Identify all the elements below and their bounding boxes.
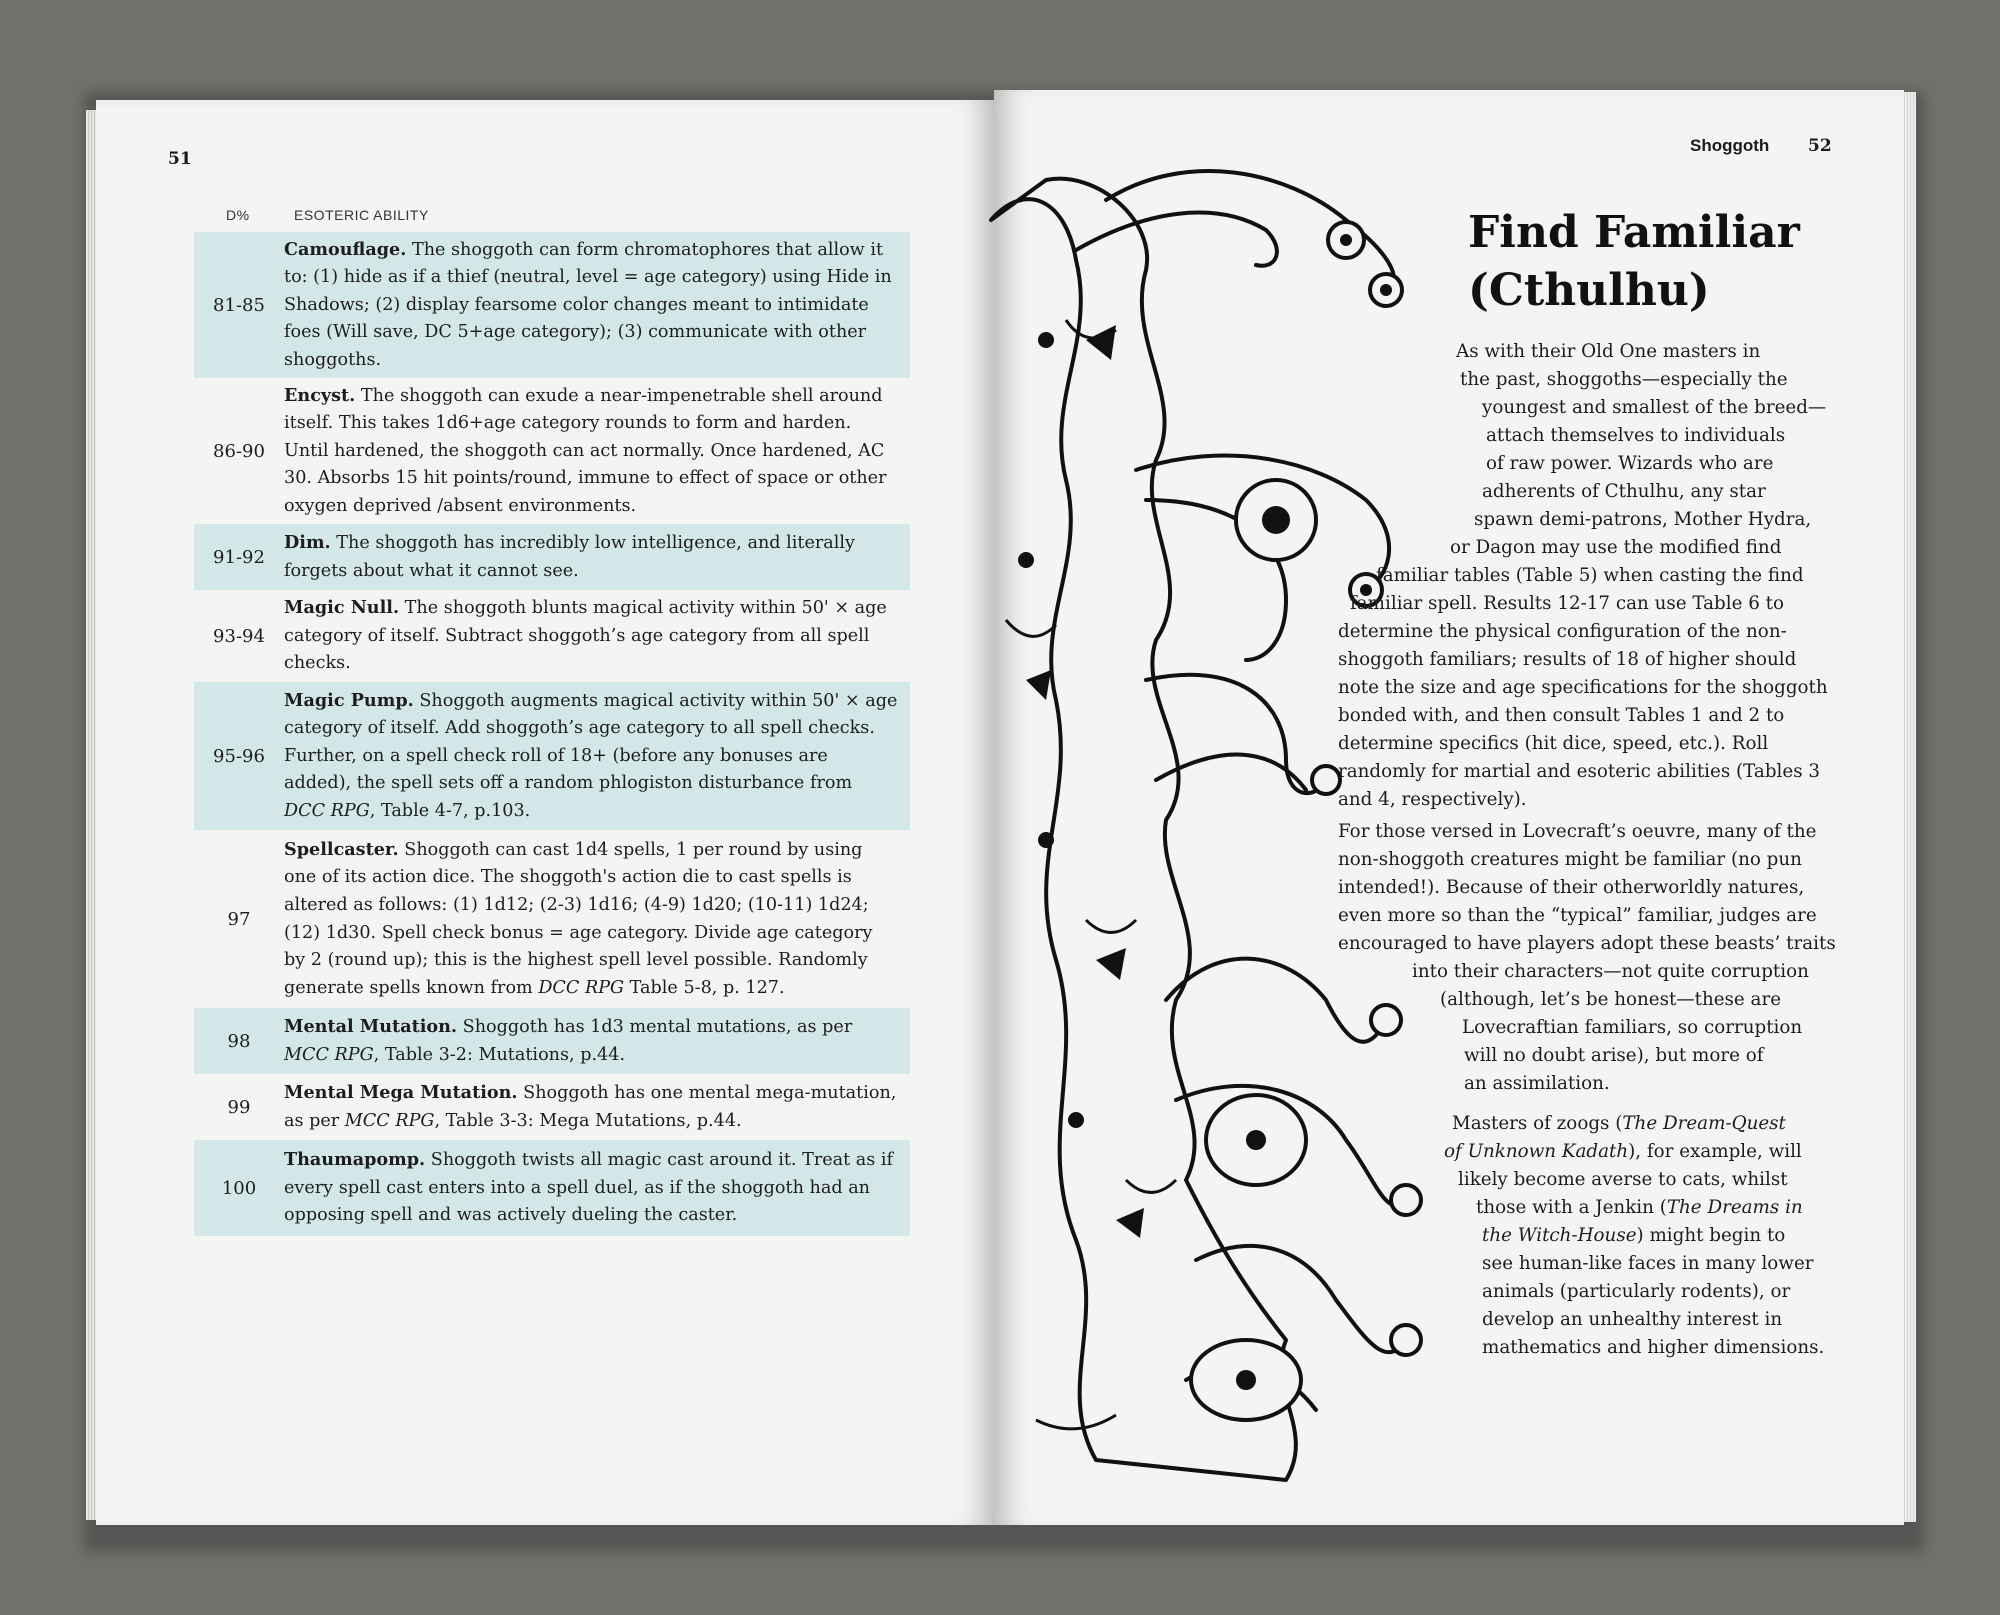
table-row — [194, 524, 910, 590]
text-line: animals (particularly rodents), or — [1482, 1281, 1791, 1302]
book-reference: MCC RPG — [284, 1044, 374, 1065]
text-line: of raw power. Wizards who are — [1486, 453, 1774, 474]
ability-name: Magic Pump. — [284, 689, 414, 711]
text-line: likely become averse to cats, whilst — [1458, 1169, 1788, 1190]
text-line: into their characters—not quite corruption — [1412, 961, 1809, 982]
table-row — [194, 590, 910, 682]
text-line: encouraged to have players adopt these beasts’ traits — [1338, 933, 1836, 954]
table-row — [194, 232, 910, 378]
table-header-roll: D% — [226, 207, 250, 223]
right-page-number: 52 — [1808, 136, 1832, 156]
book-reference: MCC RPG — [344, 1110, 435, 1131]
ability-text: , Table 3-2: Mutations, p.44. — [373, 1044, 626, 1065]
text-line: develop an unhealthy interest in — [1482, 1309, 1783, 1330]
ability-name: Magic Null. — [284, 597, 400, 619]
ability-name: Dim. — [284, 531, 331, 553]
text-line: determine the physical configuration of the non- — [1338, 621, 1787, 642]
ability-name: Spellcaster. — [284, 838, 399, 860]
roll-range: 93-94 — [213, 625, 265, 647]
text-line — [1444, 1138, 1824, 1166]
table-row — [194, 682, 910, 830]
book-title: of Unknown Kadath — [1444, 1141, 1629, 1162]
text-line — [1482, 1222, 1824, 1250]
esoteric-ability-table — [194, 232, 910, 1236]
heading-line: Find Familiar — [1468, 207, 1800, 258]
ability-text: The shoggoth can exude a near-impenetrable shell around itself. This takes 1d6+age category rounds to form and harden. Until hardened, the shoggoth can act normally. Once hardened, AC 30. Absorbs 15 hit points/round, immune to effect of space or other oxygen deprived /absent environments. — [284, 385, 887, 516]
text-run: ) might begin to — [1636, 1225, 1786, 1246]
text-line — [1452, 1110, 1824, 1138]
ability-text: Shoggoth has one mental mega-mutation, as per — [284, 1082, 897, 1131]
table-row — [194, 1140, 910, 1236]
roll-range: 91-92 — [213, 546, 265, 568]
text-line: spawn demi-patrons, Mother Hydra, — [1474, 509, 1812, 530]
text-line: see human-like faces in many lower — [1482, 1253, 1814, 1274]
book-title: The Dream-Quest — [1622, 1113, 1786, 1134]
ability-description — [284, 1074, 910, 1140]
book-title: The Dreams in — [1666, 1197, 1803, 1218]
table-row — [194, 378, 910, 524]
book-reference: DCC RPG — [538, 977, 625, 998]
roll-range: 95-96 — [213, 745, 265, 767]
table-header-ability: ESOTERIC ABILITY — [294, 207, 429, 223]
text-line: determine specifics (hit dice, speed, etc.). Roll — [1338, 733, 1769, 754]
ability-text: The shoggoth has incredibly low intelligence, and literally forgets about what it cannot see. — [284, 532, 855, 581]
roll-range: 98 — [227, 1030, 251, 1052]
table-row — [194, 1074, 910, 1140]
ability-description — [284, 524, 910, 590]
roll-range: 97 — [227, 908, 251, 930]
text-line: shoggoth familiars; results of 18 of higher should — [1338, 649, 1797, 670]
book-reference: DCC RPG — [284, 800, 370, 821]
text-run: Masters of zoogs ( — [1452, 1113, 1623, 1134]
ability-text: Shoggoth augments magical activity within 50' × age category of itself. Add shoggoth’s age category to all spell checks. Further, on a spell check roll of 18+ (before any bonuses are added), the spell sets off a random phlogiston disturbance from — [284, 690, 898, 794]
text-line: (although, let’s be honest—these are — [1440, 989, 1782, 1010]
ability-description — [284, 1008, 910, 1074]
paragraph-2 — [1338, 818, 1836, 1098]
running-title: Shoggoth — [1690, 136, 1770, 155]
text-line: intended!). Because of their otherworldly natures, — [1338, 877, 1805, 898]
ability-text: , Table 4-7, p.103. — [369, 800, 531, 821]
text-run: those with a Jenkin ( — [1476, 1197, 1667, 1218]
text-line: familiar tables (Table 5) when casting the find — [1376, 565, 1804, 586]
text-line: randomly for martial and esoteric abilities (Tables 3 — [1338, 761, 1821, 782]
book-title: the Witch-House — [1482, 1225, 1637, 1246]
ability-text: , Table 3-3: Mega Mutations, p.44. — [434, 1110, 742, 1131]
text-line: and 4, respectively). — [1338, 789, 1527, 810]
text-line: mathematics and higher dimensions. — [1482, 1337, 1825, 1358]
ability-description — [284, 231, 910, 380]
ability-name: Thaumapomp. — [284, 1149, 426, 1171]
ability-text: Table 5-8, p. 127. — [624, 977, 785, 998]
ability-description — [284, 1141, 910, 1235]
roll-range: 86-90 — [213, 440, 265, 462]
text-line: Lovecraftian familiars, so corruption — [1462, 1017, 1803, 1038]
text-line: attach themselves to individuals — [1486, 425, 1786, 446]
ability-description — [284, 377, 910, 526]
text-line: adherents of Cthulhu, any star — [1482, 481, 1766, 502]
section-heading — [1468, 204, 1800, 320]
text-line — [1476, 1194, 1824, 1222]
text-line: bonded with, and then consult Tables 1 and 2 to — [1338, 705, 1785, 726]
ability-name: Mental Mutation. — [284, 1015, 458, 1037]
roll-range: 81-85 — [213, 294, 265, 316]
text-line: As with their Old One masters in — [1456, 341, 1761, 362]
text-line: the past, shoggoths—especially the — [1460, 369, 1788, 390]
paragraph-3 — [1338, 1110, 1824, 1362]
text-line: non-shoggoth creatures might be familiar (no pun — [1338, 849, 1802, 870]
ability-text: The shoggoth can form chromatophores that allow it to: (1) hide as if a thief (neutral, level = age category) using Hide in Shadows; (2) display fearsome color changes meant to intimidate foes (Will save, DC 5+age category); (3) communicate with other shoggoths. — [284, 239, 892, 370]
text-line: For those versed in Lovecraft’s oeuvre, many of the — [1338, 821, 1817, 842]
paragraph-1 — [1338, 338, 1828, 814]
text-line: an assimilation. — [1464, 1073, 1610, 1094]
heading-line: (Cthulhu) — [1468, 265, 1710, 316]
ability-text: Shoggoth has 1d3 mental mutations, as per — [462, 1016, 853, 1037]
text-line: familiar spell. Results 12-17 can use Table 6 to — [1350, 593, 1785, 614]
text-line: will no doubt arise), but more of — [1464, 1045, 1764, 1066]
ability-text: The shoggoth blunts magical activity within 50' × age category of itself. Subtract shoggoth’s age category from all spell checks. — [284, 598, 887, 674]
ability-text: Shoggoth twists all magic cast around it. Treat as if every spell cast enters into a spell duel, as if the shoggoth had an opposing spell and was actively dueling the caster. — [284, 1150, 894, 1226]
text-run: ), for example, will — [1628, 1141, 1802, 1162]
left-page-number: 51 — [168, 149, 192, 169]
ability-description — [284, 682, 910, 831]
text-line: or Dagon may use the modified find — [1450, 537, 1782, 558]
roll-range: 100 — [221, 1177, 257, 1199]
ability-name: Encyst. — [284, 384, 356, 406]
ability-text: Shoggoth can cast 1d4 spells, 1 per round by using one of its action dice. The shoggoth's action die to cast spells is altered as follows: (1) 1d12; (2-3) 1d16; (4-9) 1d20; (10-11) 1d24; (12) 1d30. Spell check bonus = age category. Divide age category by 2 (round up); this is the highest spell level possible. Randomly generate spells known from — [284, 839, 873, 998]
ability-name: Camouflage. — [284, 238, 407, 260]
table-row — [194, 830, 910, 1008]
table-row — [194, 1008, 910, 1074]
roll-range: 99 — [227, 1096, 251, 1118]
ability-description — [284, 589, 910, 683]
text-line: note the size and age specifications for the shoggoth — [1338, 677, 1828, 698]
ability-description — [284, 831, 910, 1008]
text-line: even more so than the “typical” familiar, judges are — [1338, 905, 1817, 926]
text-line: youngest and smallest of the breed— — [1482, 397, 1827, 418]
ability-name: Mental Mega Mutation. — [284, 1081, 518, 1103]
